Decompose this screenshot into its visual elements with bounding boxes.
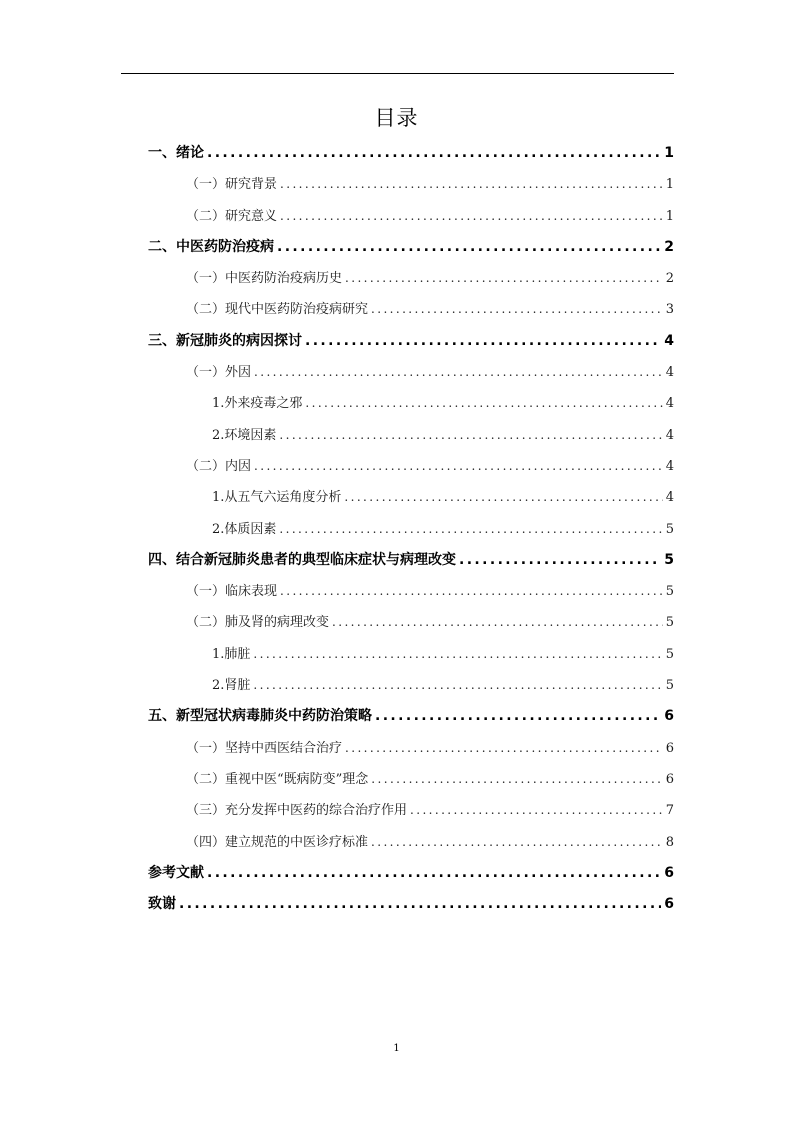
toc-dot-leader <box>277 232 661 263</box>
toc-entry[interactable] <box>148 576 674 607</box>
toc-dot-leader <box>332 607 663 638</box>
toc-entry[interactable] <box>148 701 674 732</box>
toc-entry-label: （一）坚持中西医结合治疗 <box>186 740 343 756</box>
toc-entry-label: （一）研究背景 <box>186 177 278 193</box>
toc-entry-label: 三、新冠肺炎的病因探讨 <box>148 332 302 349</box>
page-number: 1 <box>393 1043 400 1054</box>
toc-entry-page: 5 <box>665 521 674 537</box>
toc-entry-page: 4 <box>664 332 674 349</box>
toc-entry[interactable] <box>148 545 674 576</box>
toc-entry-label: 2.环境因素 <box>212 427 277 443</box>
toc-entry-label: （一）外因 <box>186 365 252 381</box>
toc-entry-page: 2 <box>664 238 674 255</box>
toc-entry-label: 1.肺脏 <box>212 646 251 662</box>
toc-entry[interactable] <box>148 263 674 294</box>
toc-dot-leader <box>253 670 662 701</box>
toc-entry[interactable] <box>148 639 674 670</box>
toc-entry-label: （二）重视中医“既病防变”理念 <box>186 771 369 787</box>
toc-dot-leader <box>410 795 663 826</box>
toc-entry[interactable] <box>148 514 674 545</box>
toc-entry[interactable] <box>148 388 674 419</box>
toc-entry-label: （三）充分发挥中医药的综合治疗作用 <box>186 803 408 819</box>
toc-entry[interactable] <box>148 420 674 451</box>
toc-entry-page: 4 <box>665 458 674 474</box>
toc-entry-page: 5 <box>665 615 674 631</box>
toc-entry-page: 1 <box>665 177 674 193</box>
toc-entry[interactable] <box>148 357 674 388</box>
toc-entry[interactable] <box>148 482 674 513</box>
toc-entry-label: 致谢 <box>148 896 176 913</box>
toc-entry[interactable] <box>148 733 674 764</box>
toc-entry-label: （二）现代中医药防治疫病研究 <box>186 302 369 318</box>
toc-dot-leader <box>344 482 662 513</box>
toc-entry[interactable] <box>148 607 674 638</box>
toc-entry-page: 6 <box>664 708 674 725</box>
toc-dot-leader <box>279 420 662 451</box>
toc-entry[interactable] <box>148 138 674 169</box>
toc-entry-label: 2.肾脏 <box>212 678 251 694</box>
toc-entry-page: 6 <box>665 740 674 756</box>
toc-entry-page: 4 <box>665 396 674 412</box>
toc-entry-label: （二）研究意义 <box>186 208 278 224</box>
toc-dot-leader <box>207 858 661 889</box>
toc-dot-leader <box>345 733 663 764</box>
toc-entry[interactable] <box>148 326 674 357</box>
toc-dot-leader <box>207 138 661 169</box>
toc-entry-page: 4 <box>665 365 674 381</box>
toc-dot-leader <box>371 294 663 325</box>
toc-dot-leader <box>279 514 662 545</box>
toc-entry-page: 8 <box>665 834 674 850</box>
toc-entry-page: 1 <box>664 145 674 161</box>
toc-entry-label: （一）中医药防治疫病历史 <box>186 271 343 287</box>
toc-entry-label: （二）肺及肾的病理改变 <box>186 615 330 631</box>
toc-dot-leader <box>371 764 662 795</box>
toc-entry-label: 一、绪论 <box>148 145 204 161</box>
toc-dot-leader <box>459 545 661 576</box>
toc-dot-leader <box>254 451 663 482</box>
toc-entry-page: 5 <box>665 584 674 600</box>
toc-entry-label: （一）临床表现 <box>186 584 278 600</box>
toc-entry-label: 参考文献 <box>148 864 204 881</box>
toc-dot-leader <box>305 326 661 357</box>
toc-entry-page: 6 <box>665 771 674 787</box>
toc-title: 目录 <box>374 106 419 130</box>
toc-dot-leader <box>280 576 663 607</box>
toc-dot-leader <box>179 889 661 920</box>
toc-entry-label: 1.从五气六运角度分析 <box>212 490 342 506</box>
toc-entry[interactable] <box>148 858 674 889</box>
toc-entry[interactable] <box>148 764 674 795</box>
toc-dot-leader <box>280 201 663 232</box>
toc-entry-page: 3 <box>665 302 674 318</box>
toc-entry-page: 5 <box>664 551 674 568</box>
toc-entry-label: 五、新型冠状病毒肺炎中药防治策略 <box>148 708 372 725</box>
toc-entry-label: （二）内因 <box>186 458 252 474</box>
toc-entry[interactable] <box>148 889 674 920</box>
toc-entry[interactable] <box>148 294 674 325</box>
toc-entry-page: 4 <box>665 427 674 443</box>
toc-entry[interactable] <box>148 795 674 826</box>
toc-entry-page: 7 <box>665 803 674 819</box>
toc-dot-leader <box>305 388 662 419</box>
toc-entry[interactable] <box>148 827 674 858</box>
toc-entry-page: 1 <box>665 208 674 224</box>
toc-entry-label: 2.体质因素 <box>212 521 277 537</box>
toc-entry-label: 二、中医药防治疫病 <box>148 238 274 255</box>
toc-entry-label: （四）建立规范的中医诊疗标准 <box>186 834 369 850</box>
toc-entry-label: 1.外来疫毒之邪 <box>212 396 303 412</box>
toc-dot-leader <box>280 169 663 200</box>
toc-entry-page: 6 <box>664 864 674 881</box>
toc-entry-page: 4 <box>665 490 674 506</box>
toc-entry-label: 四、结合新冠肺炎患者的典型临床症状与病理改变 <box>148 551 456 568</box>
toc-entry[interactable] <box>148 232 674 263</box>
table-of-contents <box>148 138 674 920</box>
toc-entry-page: 6 <box>664 896 674 913</box>
toc-entry[interactable] <box>148 670 674 701</box>
toc-entry[interactable] <box>148 169 674 200</box>
toc-dot-leader <box>253 639 662 670</box>
toc-dot-leader <box>254 357 663 388</box>
toc-entry-page: 5 <box>665 678 674 694</box>
toc-entry[interactable] <box>148 201 674 232</box>
toc-entry[interactable] <box>148 451 674 482</box>
toc-entry-page: 5 <box>665 646 674 662</box>
toc-dot-leader <box>375 701 661 732</box>
toc-dot-leader <box>345 263 663 294</box>
toc-entry-page: 2 <box>665 271 674 287</box>
header-rule <box>121 73 674 74</box>
toc-dot-leader <box>371 827 663 858</box>
